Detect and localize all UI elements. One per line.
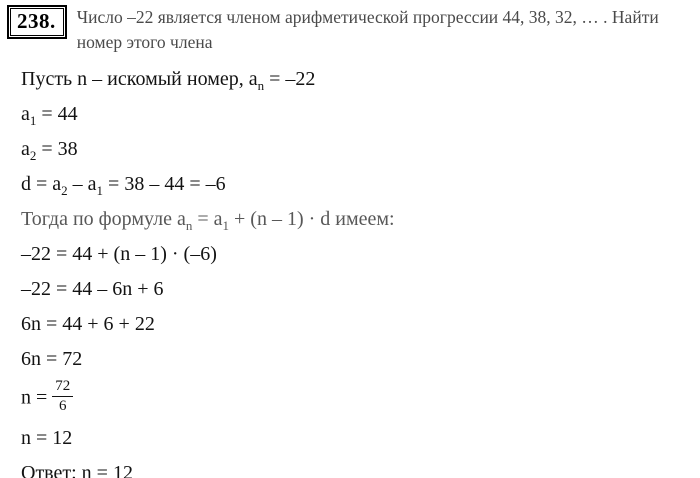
fraction-numerator: 72 [52, 378, 73, 397]
subscript: n [257, 78, 265, 93]
solution-line: $a_2 = 38$ [21, 138, 78, 163]
solution-line: n = $\frac{72}{6}$ [21, 383, 694, 415]
solution-line: 6n = 44 + 6 + 22 [21, 313, 155, 335]
solution-line: $d = a_2 - a_1 = 38 - 44 = -6$ [21, 173, 226, 198]
solution-line: 6n = 72 [21, 348, 83, 370]
fraction [52, 378, 73, 415]
problem-number: 238. [17, 9, 56, 33]
solution-line: n = 12 [21, 427, 73, 449]
solution-line: Тогда по формуле $a_n = a_1 + (n - 1) \cdot d$ имеем: [21, 208, 395, 233]
problem-header [5, 5, 694, 55]
solution-line: Пусть n – искомый номер, $a_n = -22$ [21, 68, 316, 93]
subscript: 1 [222, 218, 229, 233]
fraction-denominator: 6 [59, 398, 67, 414]
subscript: 1 [29, 113, 37, 128]
problem-statement: Число –22 является членом арифметической прогрессии 44, 38, 32, … . Найти номер этого члена [76, 7, 659, 52]
solution-line: Ответ: n = 12 [21, 462, 133, 478]
subscript: 1 [96, 183, 104, 198]
solution-line: –22 = 44 + (n – 1) · (–6) [21, 243, 217, 265]
subscript: 2 [29, 148, 37, 163]
subscript: n [185, 218, 193, 233]
problem-number-box [10, 8, 64, 36]
solution-line: –22 = 44 – 6n + 6 [21, 278, 164, 300]
subscript: 2 [61, 183, 68, 198]
solution-body [5, 55, 694, 478]
solution-line: $a_1 = 44$ [21, 103, 78, 128]
